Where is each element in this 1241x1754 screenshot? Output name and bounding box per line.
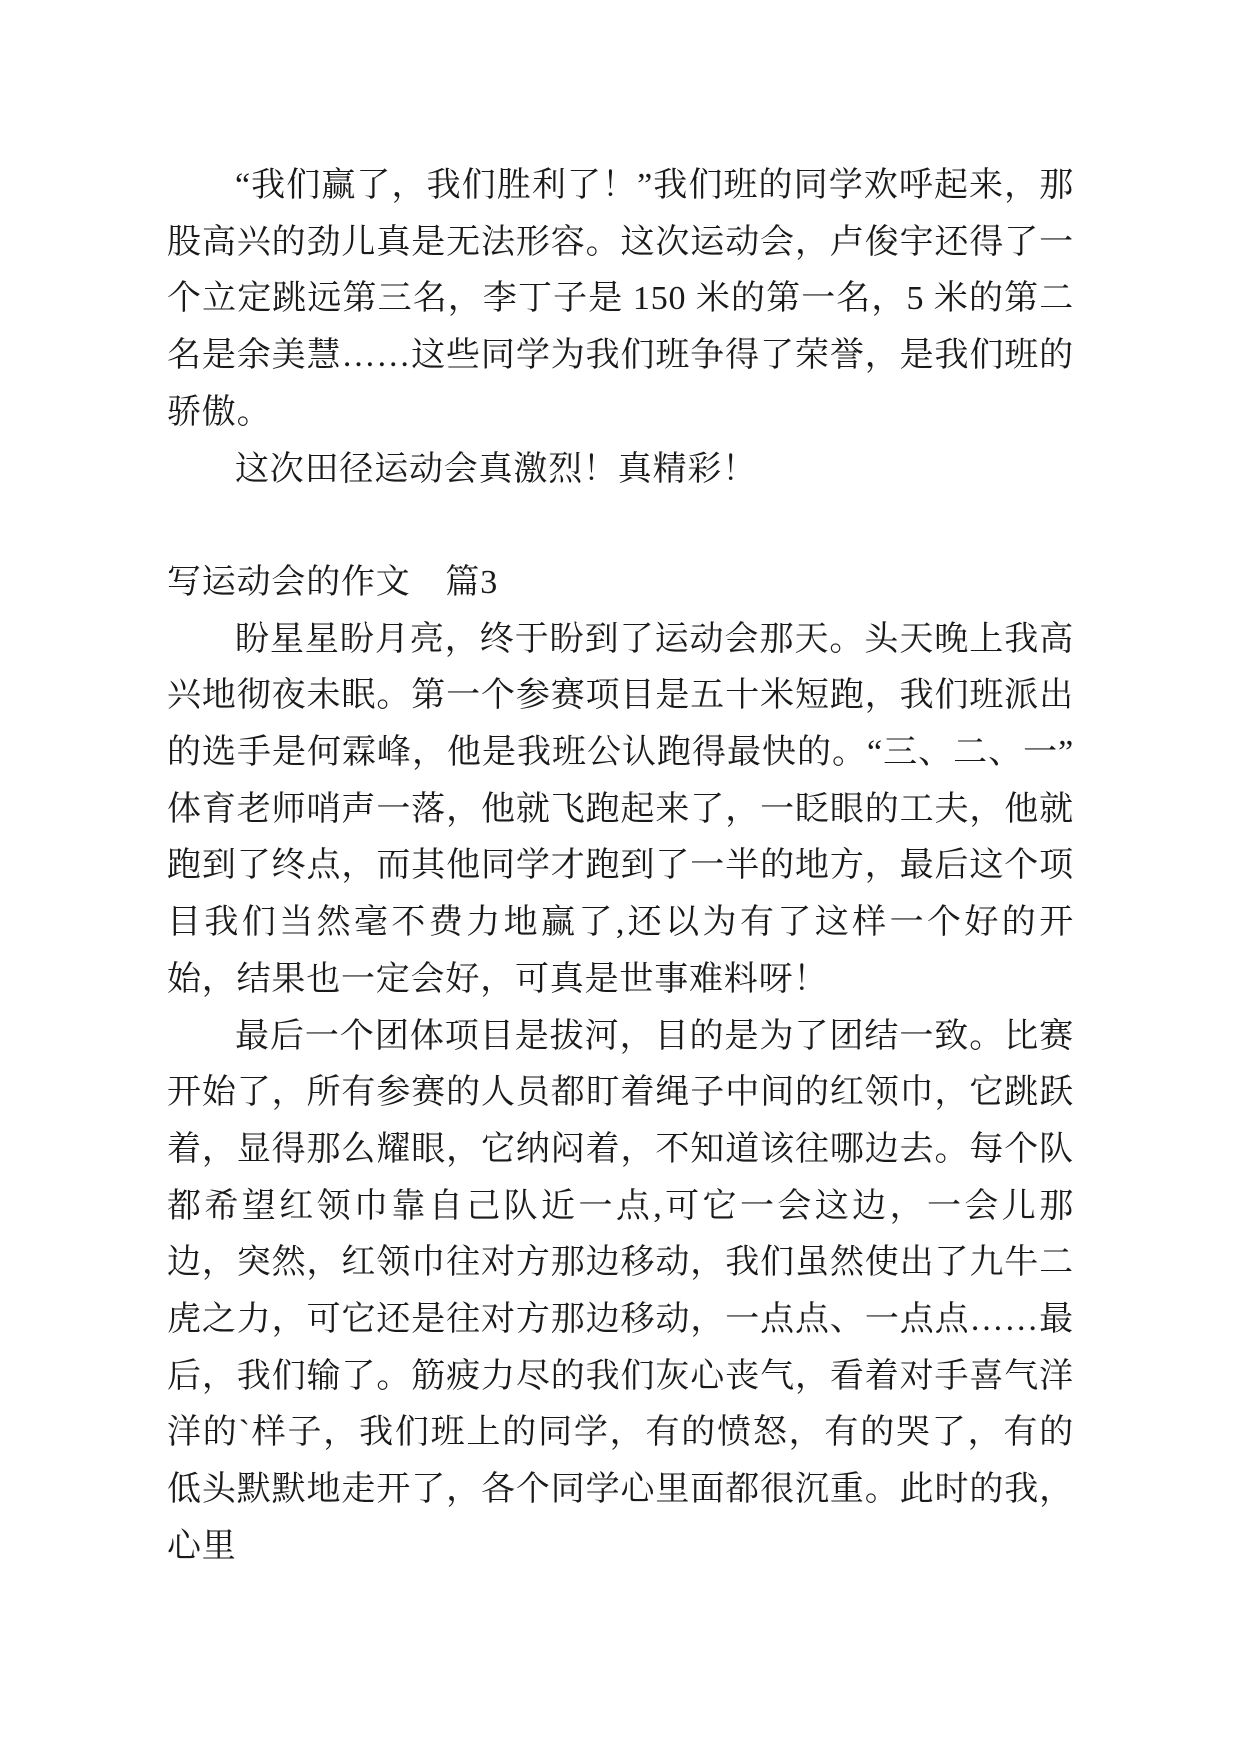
- section-heading-essay-3: 写运动会的作文 篇3: [167, 563, 498, 601]
- essay-paragraph-tug-of-war: 最后一个团体项目是拔河，目的是为了团结一致。比赛开始了，所有参赛的人员都盯着绳子中间的红领巾，它跳跃着，显得那么耀眼，它纳闷着，不知道该往哪边去。每个队都希望红领巾靠自己队近一点,可它一会这边，一会儿那边，突然，红领巾往对方那边移动，我们虽然使出了九牛二虎之力，可它还是往对方那边移动，一点点、一点点……最后，我们输了。筋疲力尽的我们灰心丧气，看着对手喜气洋洋的`样子，我们班上的同学，有的愤怒，有的哭了，有的低头默默地走开了，各个同学心里面都很沉重。此时的我，心里: [167, 1017, 1074, 1565]
- essay-paragraph-sprint-race: 盼星星盼月亮，终于盼到了运动会那天。头天晚上我高兴地彻夜未眠。第一个参赛项目是五十米短跑，我们班派出的选手是何霖峰，他是我班公认跑得最快的。“三、二、一”体育老师哨声一落，他就飞跑起来了，一眨眼的工夫，他就跑到了终点，而其他同学才跑到了一半的地方，最后这个项目我们当然毫不费力地赢了,还以为有了这样一个好的开始，结果也一定会好，可真是世事难料呀！: [167, 620, 1074, 998]
- essay-paragraph-win-cheer: “我们赢了，我们胜利了！”我们班的同学欢呼起来，那股高兴的劲儿真是无法形容。这次运动会，卢俊宇还得了一个立定跳远第三名，李丁子是 150 米的第一名，5 米的第二名是余美慧……这些同学为我们班争得了荣誉，是我们班的骄傲。: [167, 167, 1074, 431]
- essay-paragraph-closing-line: 这次田径运动会真激烈！真精彩！: [235, 450, 757, 488]
